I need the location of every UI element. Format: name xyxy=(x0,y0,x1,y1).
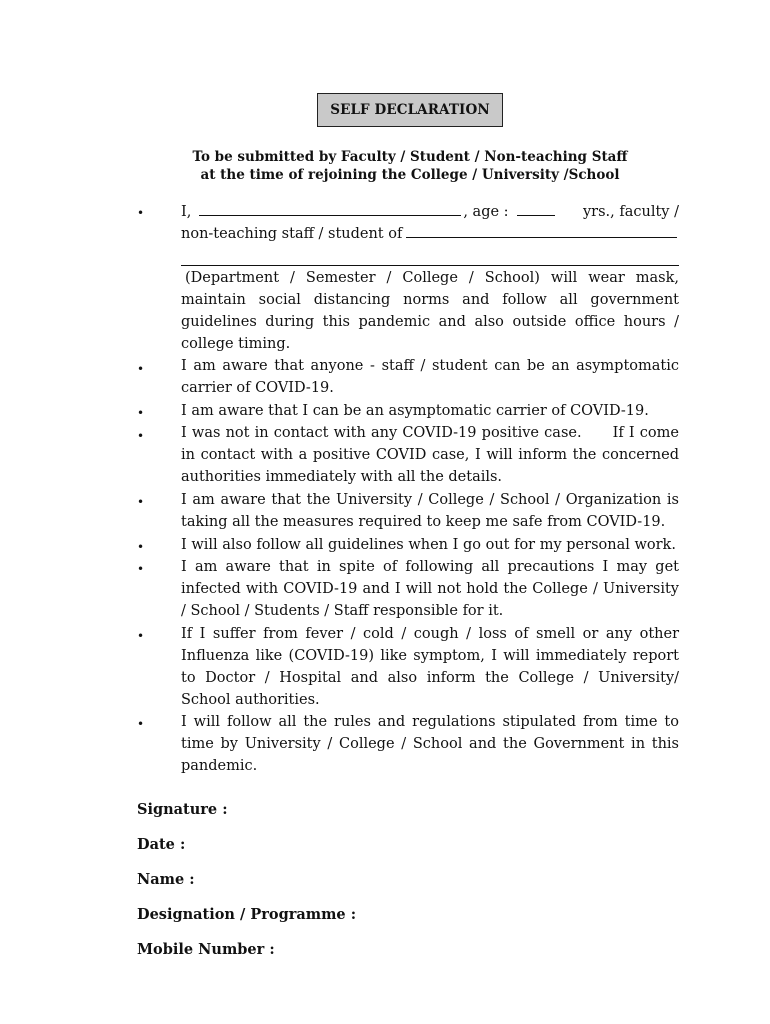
name-blank-field[interactable] xyxy=(199,201,461,216)
declaration-item-3: I am aware that I can be an asymptomatic carrier of COVID-19. xyxy=(181,403,649,419)
institution-blank-field[interactable] xyxy=(406,223,677,238)
bullet-icon: • xyxy=(137,429,145,443)
signature-label: Signature : xyxy=(137,801,228,818)
designation-label: Designation / Programme : xyxy=(137,906,357,923)
declaration-item-4: I was not in contact with any COVID-19 positive case. If I come in contact with a positive COVID case, I will inform the concerned authorities immediately with all the details. xyxy=(181,425,684,485)
bullet-icon: • xyxy=(137,717,145,731)
document-title-text: SELF DECLARATION xyxy=(330,102,490,118)
text-i: I, xyxy=(181,204,192,220)
date-label: Date : xyxy=(137,836,186,853)
declaration-item-5: I am aware that the University / College / School / Organization is taking all the measures required to keep me safe from COVID-19. xyxy=(181,492,679,530)
institution-blank-field-2[interactable] xyxy=(181,245,679,266)
text-student-of: non-teaching staff / student of xyxy=(181,226,403,242)
text-age: , age : xyxy=(463,204,509,220)
bullet-icon: • xyxy=(137,540,145,554)
mobile-number-label: Mobile Number : xyxy=(137,941,275,958)
name-label: Name : xyxy=(137,871,195,888)
declaration-item-9: I will follow all the rules and regulations stipulated from time to time by University / College / School and the Government in this pandemic. xyxy=(181,714,679,774)
bullet-icon: • xyxy=(137,562,145,576)
declaration-item-1-continuation: (Department / Semester / College / School) will wear mask, maintain social distancing norms and follow all government guidelines during this pandemic and also outside office hours / college timing. xyxy=(181,270,679,352)
name-age-row xyxy=(181,201,679,223)
declaration-item-8: If I suffer from fever / cold / cough / loss of smell or any other Influenza like (COVID-19) like symptom, I will immediately report to Doctor / Hospital and also inform the College / University/ School authorities. xyxy=(181,626,679,708)
bullet-icon: • xyxy=(137,629,145,643)
declaration-item-7: I am aware that in spite of following all precautions I may get infected with COVID-19 and I will not hold the College / University / School / Students / Staff responsible for it. xyxy=(181,559,679,619)
document-title xyxy=(317,93,503,127)
institution-row xyxy=(181,223,679,245)
text-yrs: yrs., faculty / xyxy=(582,204,679,220)
bullet-icon: • xyxy=(137,362,145,376)
declaration-item-6: I will also follow all guidelines when I go out for my personal work. xyxy=(181,537,676,553)
declaration-item-2: I am aware that anyone - staff / student can be an asymptomatic carrier of COVID-19. xyxy=(181,358,679,396)
bullet-icon: • xyxy=(137,495,145,509)
bullet-icon: • xyxy=(137,406,145,420)
bullet-icon: • xyxy=(137,206,145,220)
subtitle-line-1: To be submitted by Faculty / Student / Non-teaching Staff xyxy=(192,149,628,165)
subtitle-line-2: at the time of rejoining the College / University /School xyxy=(200,167,620,183)
declaration-item-name-line xyxy=(181,201,679,266)
age-blank-field[interactable] xyxy=(517,201,555,216)
